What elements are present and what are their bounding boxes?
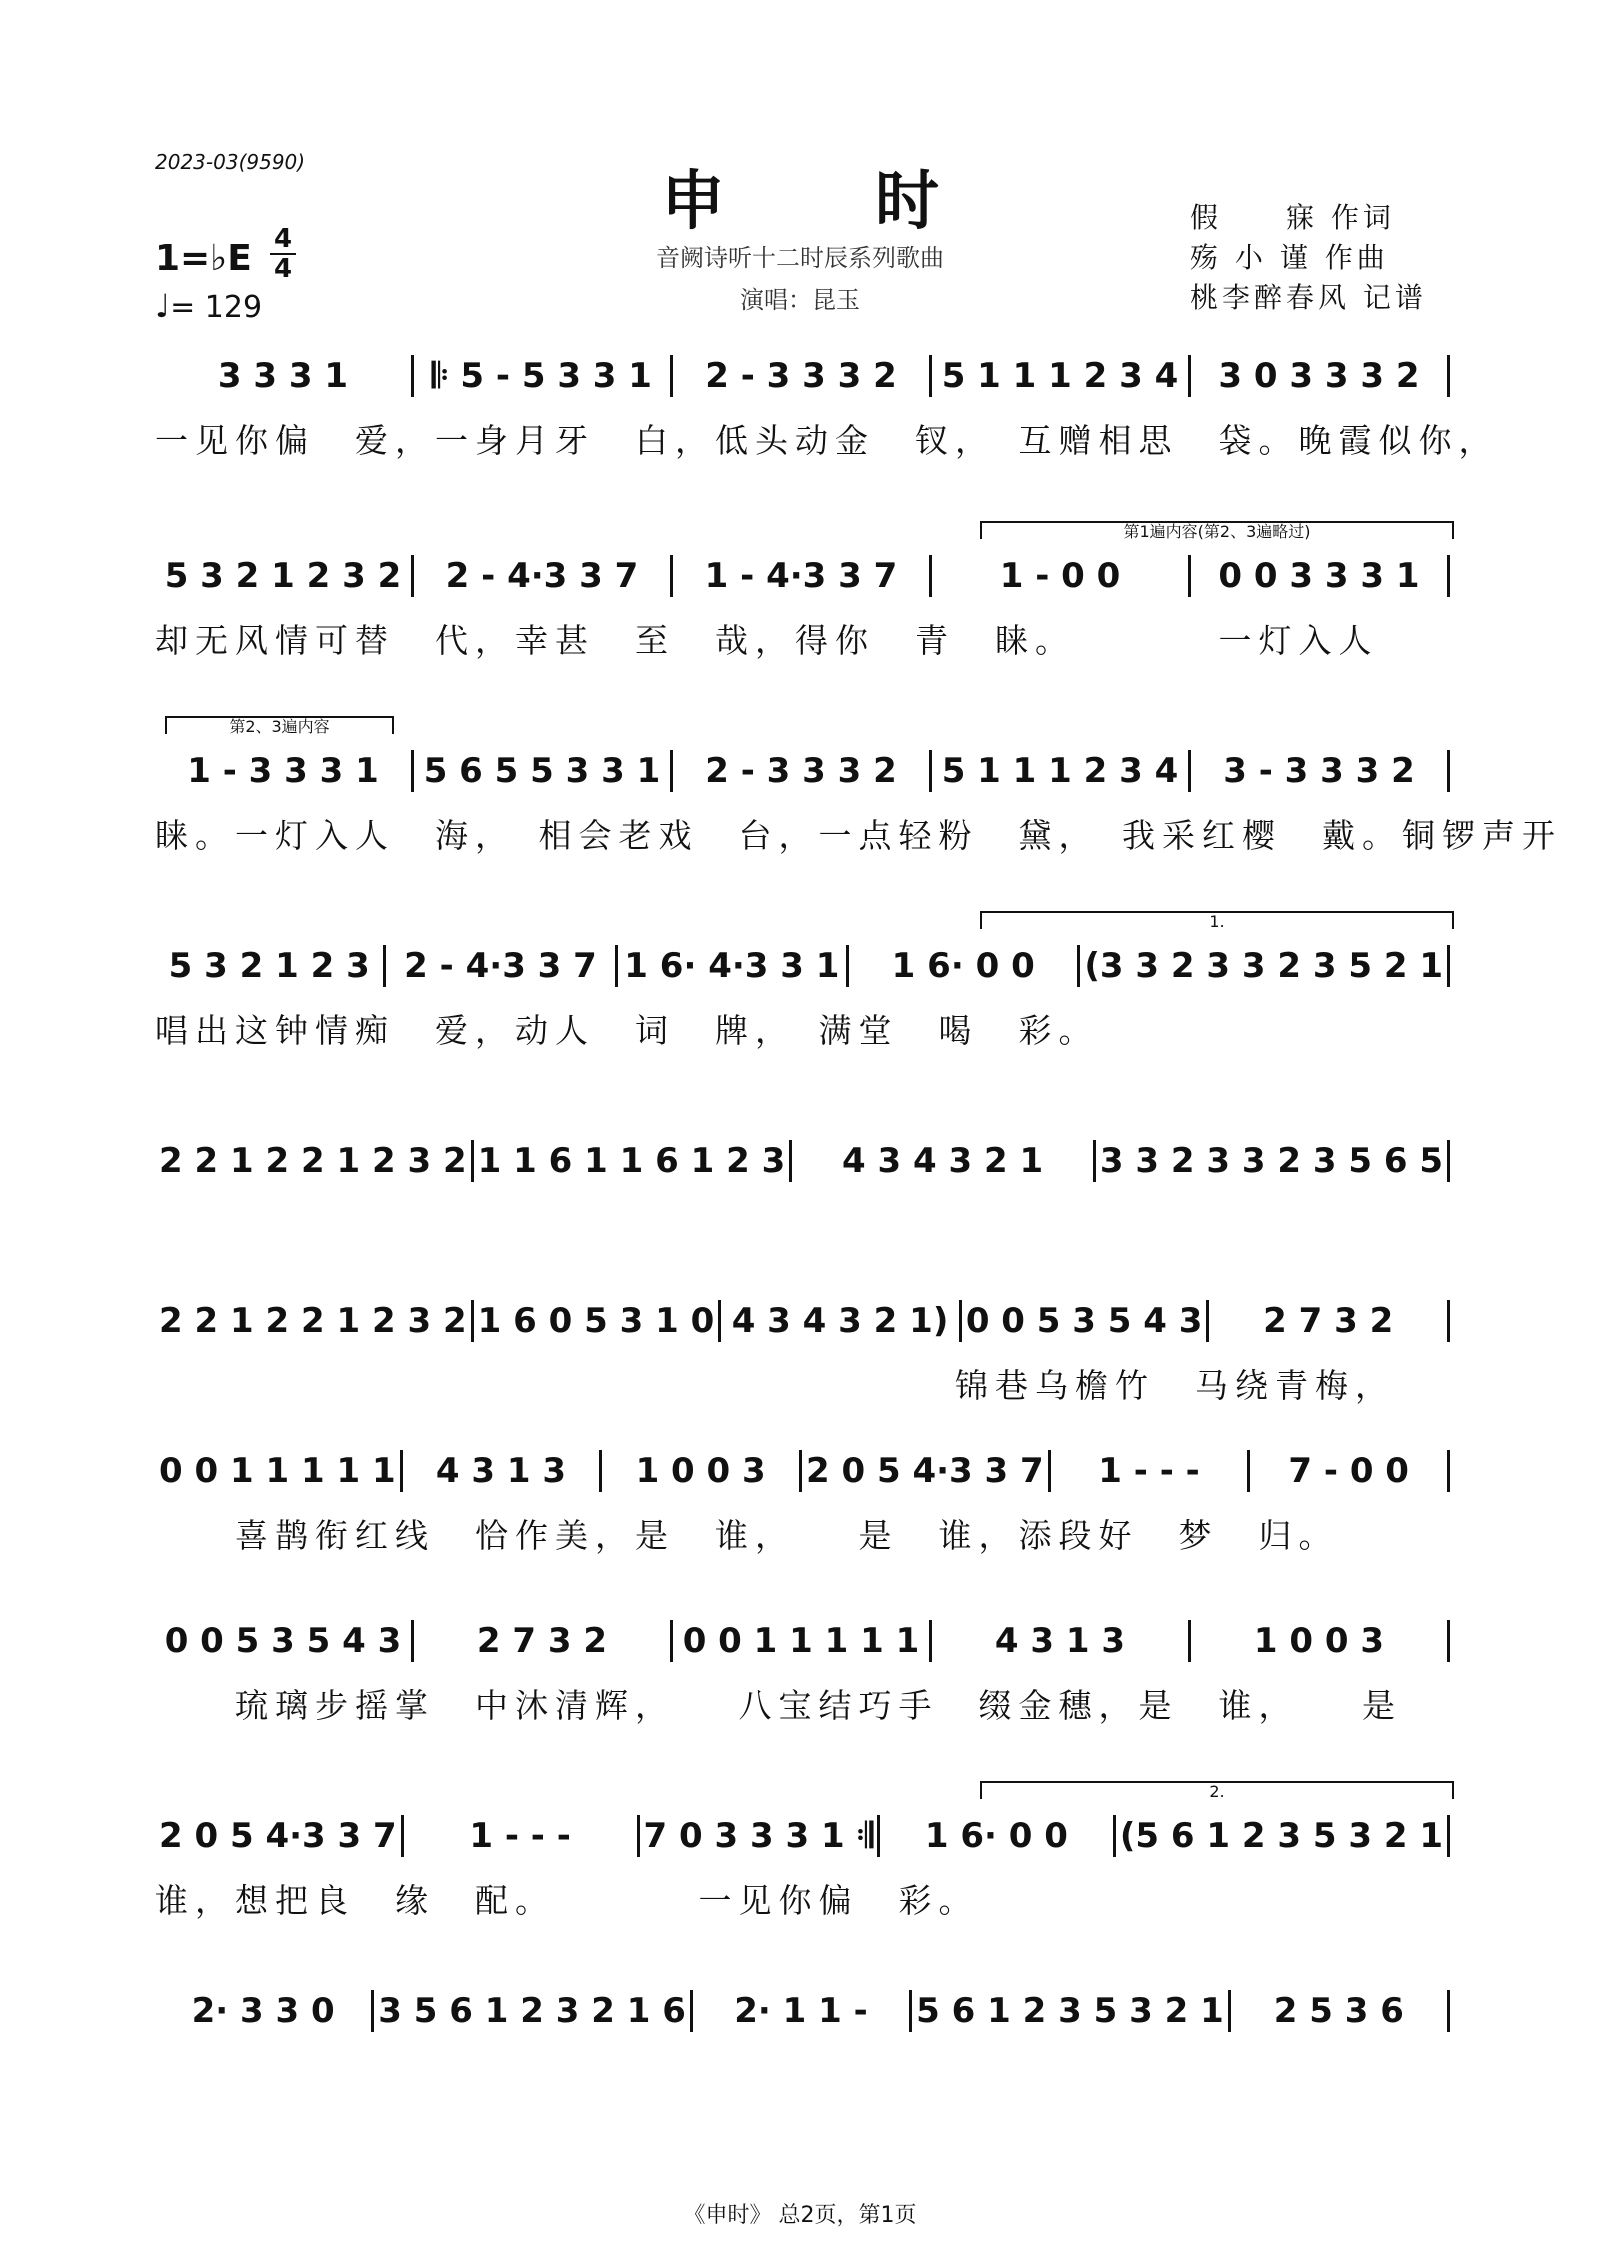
measure: 2 - 3 3 3 2 [673, 750, 932, 792]
notation-system [155, 1300, 1450, 1342]
measure: 0 0 5 3 5 4 3 [155, 1620, 414, 1662]
page-footer: 《申时》 总2页，第1页 [683, 2203, 917, 2228]
lyrics-line: 唱出这钟情痴 爱，动人 词 牌， 满堂 喝 彩。 [155, 1011, 1099, 1050]
measure: 2 - 4·3 3 7 [414, 555, 673, 597]
measure: 1 6· 0 0 [880, 1815, 1116, 1857]
lyrics-line: 锦巷乌檐竹 马绕青梅， [155, 1366, 1395, 1405]
measure: 0 0 1 1 1 1 1 [673, 1620, 932, 1662]
measure: 2 - 4·3 3 7 [386, 945, 617, 987]
measure: 3 0 3 3 3 2 [1191, 355, 1450, 397]
measure: 0 0 3 3 3 1 [1191, 555, 1450, 597]
measure: 4 3 1 3 [932, 1620, 1191, 1662]
measure: 7 0 3 3 3 1 𝄇 [640, 1815, 881, 1857]
measure: 5 1 1 1 2 3 4 [932, 750, 1191, 792]
measure: 1 6· 0 0 [849, 945, 1080, 987]
measure: 1 - 4·3 3 7 [673, 555, 932, 597]
measure: 5 3 2 1 2 3 [155, 945, 386, 987]
lyricist-credit: 假 寐 作词 [1190, 201, 1395, 234]
measure: 2 7 3 2 [414, 1620, 673, 1662]
repeat-ending-bracket: 第2、3遍内容 [165, 716, 394, 734]
time-top: 4 [273, 224, 293, 254]
measure: 1 - 0 0 [932, 555, 1191, 597]
notation-system [155, 1450, 1450, 1492]
time-bottom: 4 [273, 254, 293, 284]
measure: 𝄆 5 - 5 3 3 1 [414, 355, 673, 397]
page-title: 申时 [661, 164, 1089, 239]
measure: 2 - 3 3 3 2 [673, 355, 932, 397]
measure: 1 0 0 3 [602, 1450, 802, 1492]
notation-system [155, 1815, 1450, 1857]
measure: (5 6 1 2 3 5 3 2 1 [1116, 1815, 1450, 1857]
lyrics-line: 却无风情可替 代，幸甚 至 哉，得你 青 睐。 一灯入人 [155, 621, 1379, 660]
singer-credit: 演唱：昆玉 [740, 286, 860, 314]
measure: 3 3 2 3 3 2 3 5 6 5 [1096, 1140, 1450, 1182]
measure: 1 6· 4·3 3 1 [618, 945, 849, 987]
measure: 1 - 3 3 3 1 [155, 750, 414, 792]
measure: 2 0 5 4·3 3 7 [802, 1450, 1051, 1492]
key-signature: 1=♭E [155, 238, 252, 279]
measure: 2 7 3 2 [1209, 1300, 1450, 1342]
measure: 2· 3 3 0 [155, 1990, 374, 2032]
repeat-ending-bracket: 1. [980, 911, 1454, 929]
measure: 1 1 6 1 1 6 1 2 3 [474, 1140, 793, 1182]
measure: 1 0 0 3 [1191, 1620, 1450, 1662]
measure: 1 - - - [404, 1815, 640, 1857]
notation-system [155, 945, 1450, 987]
measure: 0 0 5 3 5 4 3 [962, 1300, 1210, 1342]
composer-credit: 殇 小 谨 作曲 [1190, 241, 1389, 274]
measure: 1 - - - [1051, 1450, 1251, 1492]
measure: 1 6 0 5 3 1 0 [474, 1300, 722, 1342]
lyrics-line: 睐。一灯入人 海， 相会老戏 台，一点轻粉 黛， 我采红樱 戴。铜锣声开 [155, 816, 1562, 855]
notation-system [155, 1620, 1450, 1662]
measure: 5 6 1 2 3 5 3 2 1 [912, 1990, 1231, 2032]
repeat-ending-bracket: 第1遍内容(第2、3遍略过) [980, 521, 1454, 539]
measure: 5 6 5 5 3 3 1 [414, 750, 673, 792]
measure: 2· 1 1 - [693, 1990, 912, 2032]
lyrics-line: 一见你偏 爱，一身月牙 白，低头动金 钗， 互赠相思 袋。晚霞似你， [155, 421, 1499, 460]
measure: 2 0 5 4·3 3 7 [155, 1815, 404, 1857]
transcriber-credit: 桃李醉春风 记谱 [1190, 281, 1427, 314]
lyrics-line: 琉璃步摇掌 中沐清辉， 八宝结巧手 缀金穗，是 谁， 是 [155, 1686, 1402, 1725]
measure: 2 5 3 6 [1231, 1990, 1450, 2032]
lyrics-line: 谁，想把良 缘 配。 一见你偏 彩。 [155, 1881, 979, 1920]
repeat-ending-bracket: 2. [980, 1781, 1454, 1799]
measure: 5 1 1 1 2 3 4 [932, 355, 1191, 397]
notation-system [155, 1990, 1450, 2032]
tempo-value: = 129 [170, 290, 263, 325]
measure: 2 2 1 2 2 1 2 3 2 [155, 1140, 474, 1182]
time-signature [270, 226, 296, 282]
subtitle: 音阙诗听十二时辰系列歌曲 [656, 244, 944, 272]
measure: 5 3 2 1 2 3 2 [155, 555, 414, 597]
notation-system [155, 355, 1450, 397]
score-code: 2023-03(9590) [155, 150, 306, 174]
measure: 7 - 0 0 [1250, 1450, 1450, 1492]
notation-system [155, 555, 1450, 597]
measure: 0 0 1 1 1 1 1 [155, 1450, 403, 1492]
measure: 3 - 3 3 3 2 [1191, 750, 1450, 792]
measure: 3 3 3 1 [155, 355, 414, 397]
measure: (3 3 2 3 3 2 3 5 2 1 [1080, 945, 1450, 987]
measure: 4 3 1 3 [403, 1450, 603, 1492]
measure: 4 3 4 3 2 1) [721, 1300, 962, 1342]
measure: 2 2 1 2 2 1 2 3 2 [155, 1300, 474, 1342]
notation-system [155, 1140, 1450, 1182]
lyrics-line: 喜鹊衔红线 恰作美，是 谁， 是 谁，添段好 梦 归。 [155, 1516, 1339, 1555]
measure: 4 3 4 3 2 1 [792, 1140, 1096, 1182]
tempo-mark [155, 287, 262, 325]
quarter-note-icon: ♩ [155, 287, 171, 325]
notation-system [155, 750, 1450, 792]
measure: 3 5 6 1 2 3 2 1 6 [374, 1990, 693, 2032]
